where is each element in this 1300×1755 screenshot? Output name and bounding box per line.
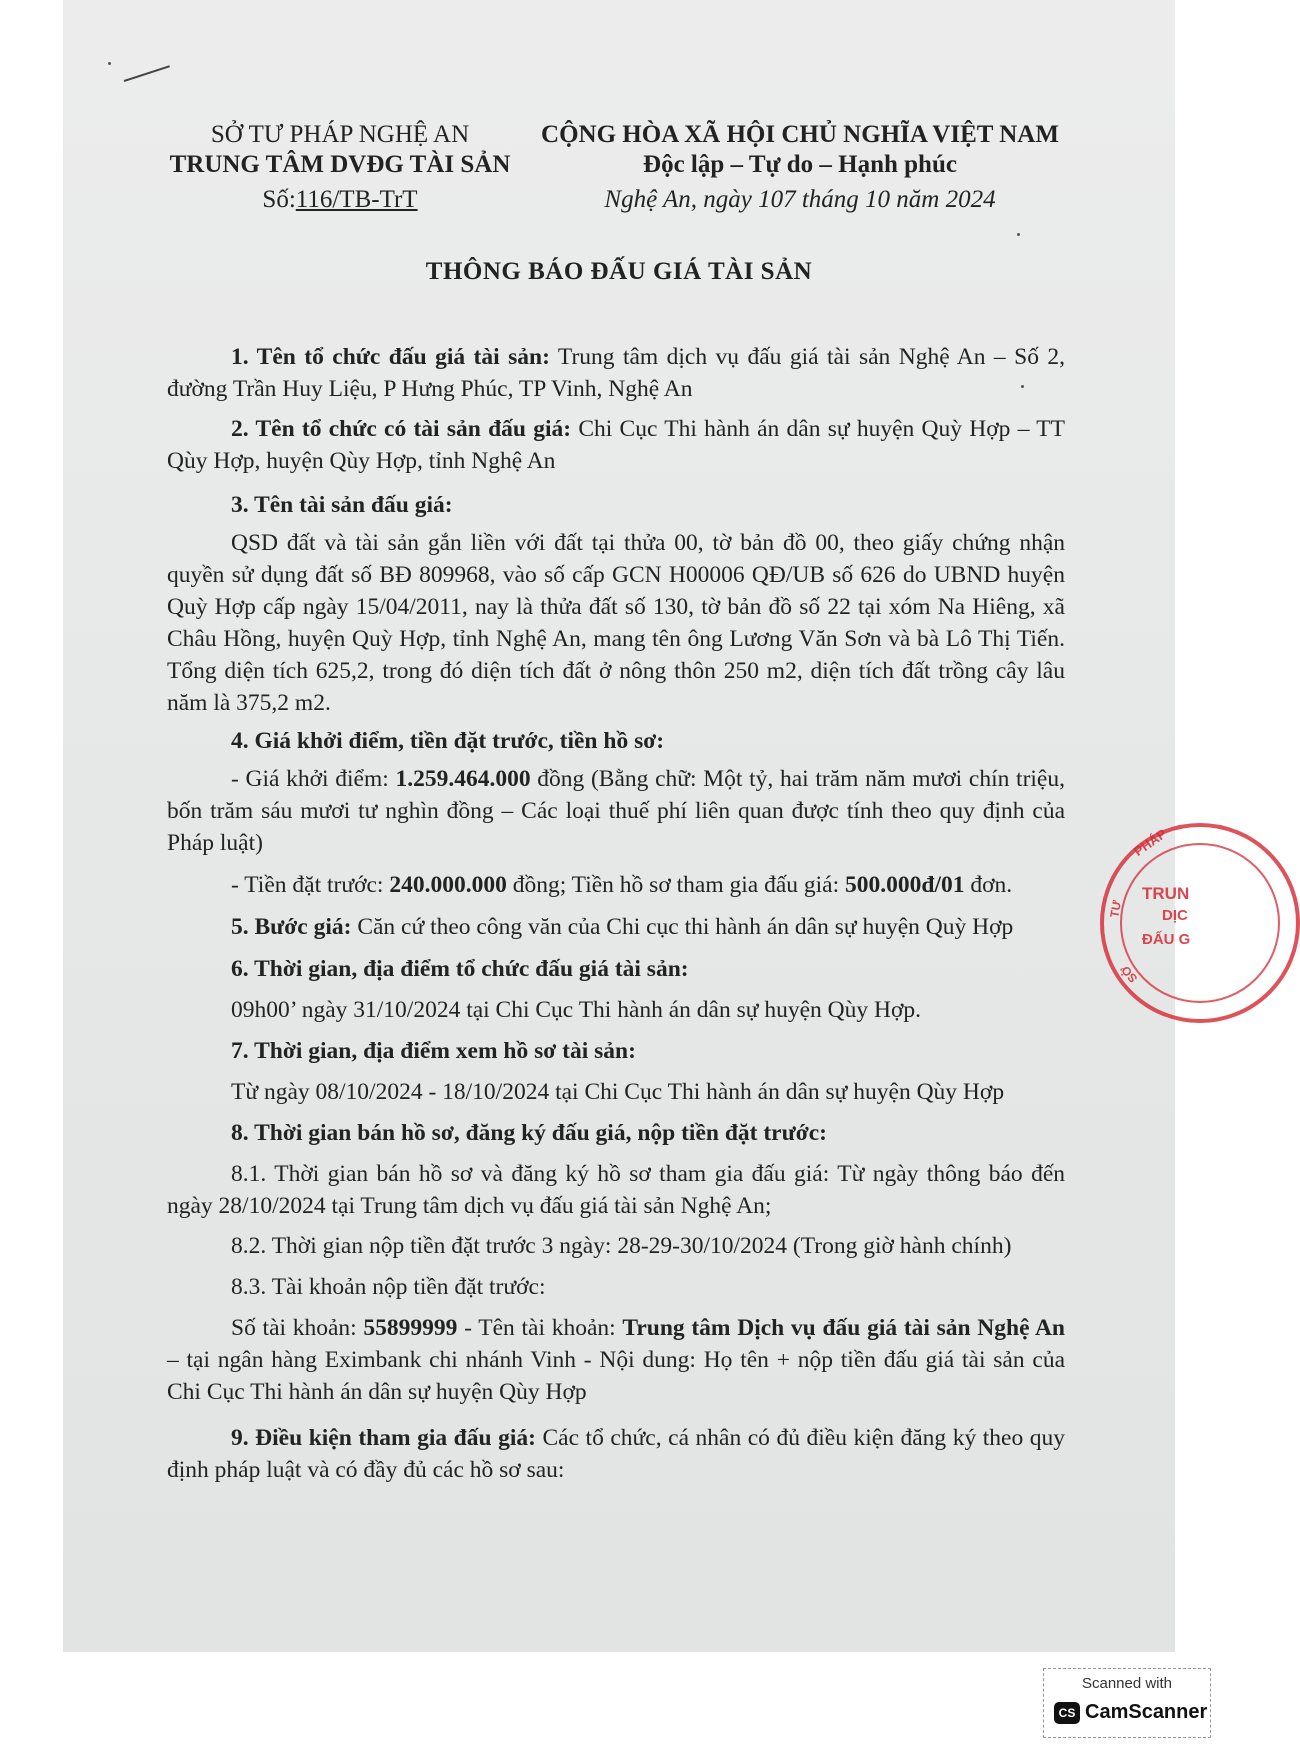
doc-number-prefix: Số: — [262, 186, 296, 213]
section-1 — [167, 341, 1065, 405]
speck — [1017, 233, 1020, 236]
section-9-label: 9. Điều kiện tham gia đấu giá: — [231, 1425, 536, 1451]
national-title: CỘNG HÒA XÃ HỘI CHỦ NGHĨA VIỆT NAM — [541, 121, 1059, 148]
section-3-text: QSD đất và tài sản gắn liền với đất tại thửa 00, tờ bản đồ 00, theo giấy chứng nhận quyền sử dụng đất số BĐ 809968, vào số cấp GCN H00006 QĐ/UB số 626 do UBND huyện Quỳ Hợp cấp ngày 15/04/2011, nay là thửa đất số 130, tờ bản đồ số 22 tại xóm Na Hiêng, xã Châu Hồng, huyện Quỳ Hợp, tỉnh Nghệ An, mang tên ông Lương Văn Sơn và bà Lô Thị Tiến. Tổng diện tích 625,2, trong đó diện tích đất ở nông thôn 250 m2, diện tích đất trồng cây lâu năm là 375,2 m2. — [167, 530, 1065, 716]
section-5-label: 5. Bước giá: — [231, 914, 352, 940]
stamp-clip — [1090, 810, 1191, 1030]
section-1-text: Trung tâm dịch vụ đấu giá tài sản Nghệ An – Số 2, đường Trần Huy Liệu, P Hưng Phúc, TP Vinh, Nghệ An — [167, 344, 1066, 402]
account-prefix: Số tài khoản: — [231, 1315, 364, 1341]
deposit-prefix: - Tiền đặt trước: — [231, 872, 390, 898]
starting-price-prefix: - Giá khởi điểm: — [231, 766, 396, 792]
national-motto: Độc lập – Tự do – Hạnh phúc — [643, 151, 957, 178]
deposit-line — [167, 869, 1065, 901]
section-6-label: 6. Thời gian, địa điểm tổ chức đấu giá tài sản: — [231, 956, 689, 982]
stamp-text: PHÁP — [1130, 825, 1170, 860]
section-4-label: 4. Giá khởi điểm, tiền đặt trước, tiền hồ sơ: — [231, 728, 665, 754]
stamp-text: SỞ — [1117, 962, 1141, 986]
fee-text: đơn. — [964, 872, 1013, 898]
section-2-text: Chi Cục Thi hành án dân sự huyện Quỳ Hợp – TT Qùy Hợp, huyện Qùy Hợp, tỉnh Nghệ An — [167, 416, 1065, 474]
camscanner-caption: Scanned with — [1081, 1675, 1173, 1692]
stamp-text: TƯ — [1107, 899, 1125, 919]
section-1-label: 1. Tên tổ chức đấu giá tài sản: — [231, 344, 550, 370]
stamp-text: TRUN — [1142, 884, 1190, 903]
section-2-label: 2. Tên tổ chức có tài sản đấu giá: — [231, 416, 572, 442]
center-name: TRUNG TÂM DVĐG TÀI SẢN — [169, 151, 511, 178]
official-stamp — [1100, 823, 1300, 1023]
doc-number — [160, 185, 520, 215]
account-name: Trung tâm Dịch vụ đấu giá tài sản Nghệ An — [622, 1315, 1065, 1341]
starting-price — [167, 763, 1065, 859]
camscanner-name: CamScanner — [1085, 1701, 1208, 1723]
deposit-text: đồng; Tiền hồ sơ tham gia đấu giá: — [506, 872, 845, 898]
camscanner-badge — [1043, 1668, 1211, 1738]
date-line: Nghệ An, ngày 107 tháng 10 năm 2024 — [604, 186, 996, 213]
account-text: – tại ngân hàng Eximbank chi nhánh Vinh - Nội dung: Họ tên + nộp tiền đấu giá tài sản của Chi Cục Thi hành án dân sự huyện Qùy Hợp — [167, 1347, 1065, 1405]
section-9 — [167, 1422, 1065, 1486]
section-7-label: 7. Thời gian, địa điểm xem hồ sơ tài sản: — [231, 1038, 636, 1064]
stamp-text: DỊC — [1162, 907, 1188, 924]
doc-number-value: 116/TB-TrT — [295, 186, 418, 213]
account-number: 55899999 — [363, 1315, 458, 1341]
section-8-1: 8.1. Thời gian bán hồ sơ và đăng ký hồ sơ tham gia đấu giá: Từ ngày thông báo đến ngày 28/10/2024 tại Trung tâm dịch vụ đấu giá tài sản Nghệ An; — [167, 1161, 1065, 1219]
section-3-label: 3. Tên tài sản đấu giá: — [231, 492, 453, 518]
starting-price-text: đồng (Bằng chữ: Một tỷ, hai trăm năm mươi chín triệu, bốn trăm sáu mươi tư nghìn đồng – Các loại thuế phí liên quan được tính theo quy định của Pháp luật) — [167, 766, 1065, 856]
section-8-2: 8.2. Thời gian nộp tiền đặt trước 3 ngày: 28-29-30/10/2024 (Trong giờ hành chính) — [231, 1233, 1012, 1259]
section-5 — [167, 911, 1065, 943]
fee-value: 500.000đ/01 — [845, 872, 965, 898]
bank-account — [167, 1312, 1065, 1408]
agency-name: SỞ TƯ PHÁP NGHỆ AN — [210, 121, 470, 148]
document-title: THÔNG BÁO ĐẤU GIÁ TÀI SẢN — [425, 258, 813, 285]
stamp-inner-ring — [1117, 843, 1280, 1003]
section-8-label: 8. Thời gian bán hồ sơ, đăng ký đấu giá, nộp tiền đặt trước: — [231, 1120, 827, 1146]
starting-price-value: 1.259.464.000 — [395, 766, 531, 792]
section-5-text: Căn cứ theo công văn của Chi cục thi hành án dân sự huyện Quỳ Hợp — [351, 914, 1014, 940]
camscanner-logo-icon: CS — [1054, 1702, 1080, 1724]
speck — [108, 62, 111, 65]
section-8-3: 8.3. Tài khoản nộp tiền đặt trước: — [231, 1274, 546, 1300]
account-mid: - Tên tài khoản: — [457, 1315, 623, 1341]
stamp-text: ĐẤU G — [1142, 931, 1191, 948]
section-7-text: Từ ngày 08/10/2024 - 18/10/2024 tại Chi Cục Thi hành án dân sự huyện Qùy Hợp — [231, 1079, 1005, 1105]
section-9-text: Các tổ chức, cá nhân có đủ điều kiện đăng ký theo quy định pháp luật và có đầy đủ các hồ sơ sau: — [167, 1425, 1066, 1483]
deposit-value: 240.000.000 — [389, 872, 507, 898]
section-6-text: 09h00’ ngày 31/10/2024 tại Chi Cục Thi hành án dân sự huyện Qùy Hợp. — [231, 997, 922, 1023]
section-2 — [167, 413, 1065, 477]
